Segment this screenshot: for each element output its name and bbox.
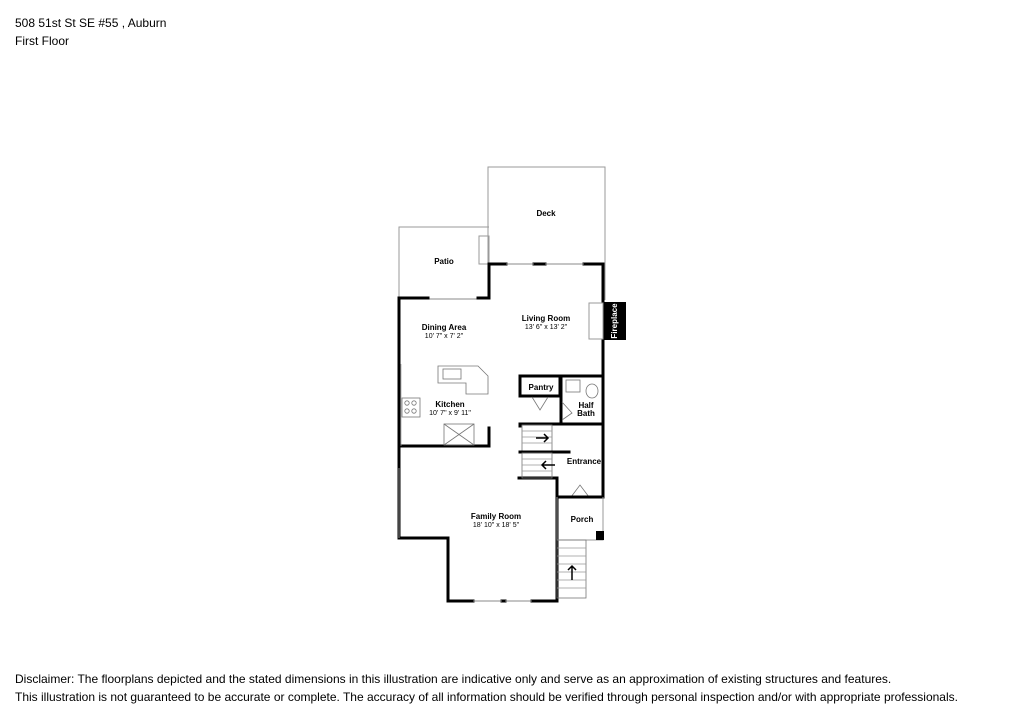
wall-family-left bbox=[399, 448, 473, 601]
patio-label: Patio bbox=[434, 257, 454, 266]
family-room-label: Family Room bbox=[470, 512, 522, 521]
wall-dining-notch bbox=[478, 264, 506, 298]
half-bath-label-1: Half bbox=[578, 401, 594, 410]
kitchen-island bbox=[438, 366, 488, 394]
fireplace-hearth bbox=[589, 303, 603, 339]
porch-post bbox=[596, 531, 604, 540]
family-room-dims: 18' 10" x 18' 5" bbox=[472, 522, 520, 529]
toilet-icon bbox=[586, 384, 598, 398]
porch-label: Porch bbox=[570, 515, 594, 524]
floor-label: First Floor bbox=[15, 34, 69, 48]
property-address: 508 51st St SE #55 , Auburn bbox=[15, 16, 167, 30]
dining-area-dims: 10' 7" x 7' 2" bbox=[424, 333, 464, 340]
sink-icon bbox=[566, 380, 580, 392]
halfbath-door-swing bbox=[562, 402, 572, 420]
living-room-dims: 13' 6" x 13' 2" bbox=[524, 324, 568, 331]
half-bath-label-2: Bath bbox=[577, 409, 595, 418]
stair-arrow-down bbox=[542, 461, 555, 469]
dining-area-label: Dining Area bbox=[421, 323, 467, 332]
stove-icon bbox=[402, 398, 420, 417]
fireplace-label: Fireplace bbox=[610, 303, 619, 339]
deck-label: Deck bbox=[536, 209, 556, 218]
porch-arrow bbox=[568, 566, 576, 580]
stove-burners bbox=[405, 401, 416, 413]
disclaimer-line-1: Disclaimer: The floorplans depicted and the stated dimensions in this illustration are indicative only and serve as an approximation of existing structures and features. bbox=[15, 672, 892, 686]
disclaimer-line-2: This illustration is not guaranteed to be accurate or complete. The accuracy of all information should be verified through personal inspection and/or with appropriate professionals. bbox=[15, 690, 958, 704]
wall-dining-top bbox=[399, 298, 428, 448]
living-room-label: Living Room bbox=[521, 314, 571, 323]
pantry-door-swing bbox=[532, 397, 548, 410]
stair-arrow-up bbox=[536, 434, 548, 442]
entrance-door-swing bbox=[571, 485, 589, 497]
entrance-label: Entrance bbox=[566, 457, 602, 466]
wall-family-right bbox=[519, 478, 557, 601]
kitchen-label: Kitchen bbox=[435, 400, 465, 409]
kitchen-dims: 10' 7" x 9' 11" bbox=[429, 410, 471, 417]
deck-outline bbox=[488, 167, 605, 300]
wall-living-right bbox=[584, 264, 603, 302]
kitchen-sink bbox=[443, 369, 461, 379]
pantry-label: Pantry bbox=[528, 383, 554, 392]
refrigerator-x bbox=[444, 424, 474, 445]
